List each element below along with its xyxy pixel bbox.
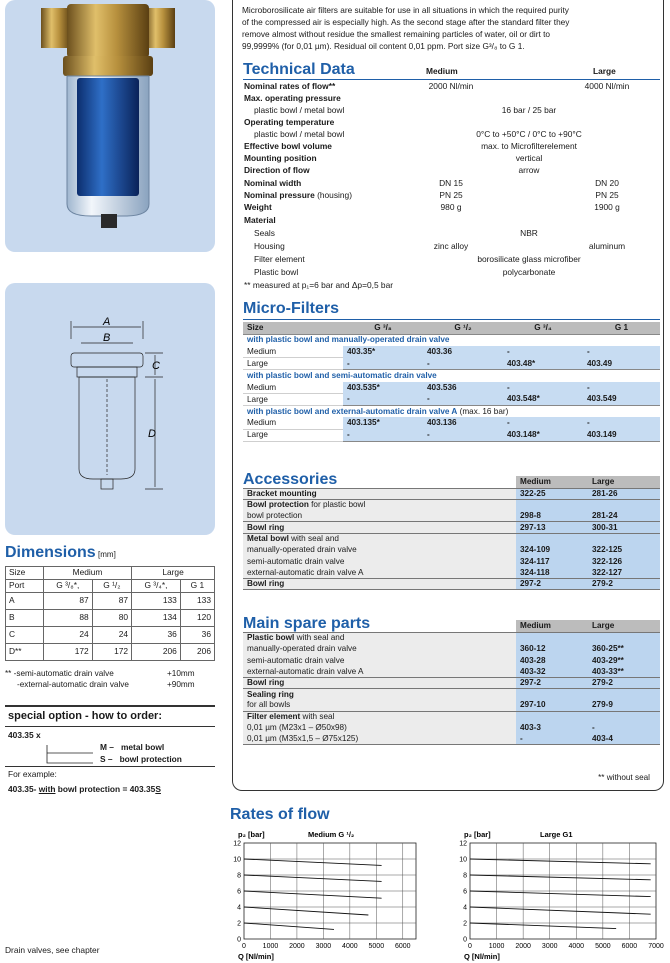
dims-port: G ³/₄*,	[132, 580, 181, 593]
spare-parts-table: Medium Large Plastic bowl with seal and manually-operated drain valve 360-12 360-25** semi-automatic drain valve 403-28 403-29** external-automatic drain valve A 403-32 403-33** Bowl ring 297-2 279-2 Sealing ring for all bowls 297-10 279-9 Filter element with seal 0,01 µm (M23x1 – Ø50x98) 403-3 - 0,01 µm (M35x1,5 – Ø75x125) - 403-4	[243, 620, 660, 745]
spare-row: Sealing ring	[243, 688, 660, 699]
series-line	[244, 923, 334, 929]
x-tick-label: 6000	[394, 943, 411, 950]
mf-header-row: Size G ³/₈ G ¹/₂ G ³/₄ G 1	[243, 322, 660, 334]
tech-footnote: ** measured at p₁=6 bar and Δp=0,5 bar	[244, 280, 394, 290]
dim-label-c: C	[152, 360, 160, 372]
chart-medium-title: Medium G ¹/₂	[308, 830, 355, 839]
y-tick-label: 8	[463, 872, 467, 880]
tech-row-material: Material	[244, 215, 276, 225]
acc-row: Bowl protection for plastic bowl	[243, 499, 660, 510]
tech-row-weight: Weight 980 g 1900 g	[244, 202, 620, 212]
chart-large-plot	[459, 841, 664, 951]
dims-row: D** 172 172 206 206	[6, 644, 215, 661]
dims-head-medium: Medium	[43, 567, 131, 580]
spare-footnote: ** without seal	[598, 773, 650, 782]
chart-medium-ylabel: p₂ [bar]	[238, 830, 265, 839]
mf-row: Medium 403.35* 403.36 - -	[243, 346, 660, 358]
dimensions-heading	[5, 544, 116, 562]
y-tick-label: 10	[233, 856, 241, 864]
chart-medium-plot	[233, 841, 416, 951]
tech-row-element: Filter element borosilicate glass microfiber	[254, 254, 581, 264]
special-bracket	[45, 745, 95, 767]
y-tick-label: 4	[237, 904, 241, 912]
chart-medium	[226, 828, 426, 963]
y-tick-label: 2	[237, 920, 241, 928]
y-tick-label: 12	[233, 840, 241, 848]
example-text: 403.35- with bowl protection = 403.35S	[8, 784, 161, 794]
dimensions-title: Dimensions	[5, 544, 96, 561]
y-tick-label: 8	[237, 872, 241, 880]
chart-large-xlabel: Q [Nl/min]	[464, 952, 500, 961]
dimension-diagram	[5, 283, 215, 535]
tech-row-pressure-value: plastic bowl / metal bowl 16 bar / 25 bar	[254, 105, 557, 115]
acc-row: semi-automatic drain valve 324-117 322-126	[243, 556, 660, 567]
mf-row: Large - - 403.48* 403.49	[243, 358, 660, 370]
spare-row: Bowl ring 297-2 279-2	[243, 677, 660, 688]
dims-port: G 1	[180, 580, 214, 593]
tech-row-direction: Direction of flow arrow	[244, 165, 540, 175]
tech-row-npressure: Nominal pressure (housing) PN 25 PN 25	[244, 190, 619, 200]
acc-row: Bowl ring 297-13 300-31	[243, 522, 660, 533]
tech-row-width: Nominal width DN 15 DN 20	[244, 178, 619, 188]
chart-large	[452, 828, 667, 963]
special-m-row: M – metal bowl	[100, 742, 165, 752]
series-line	[470, 875, 651, 880]
tech-row-flow: Nominal rates of flow** 2000 Nl/min 4000 Nl/min	[244, 81, 630, 91]
tech-row-housing: Housing zinc alloy aluminum	[254, 241, 626, 251]
x-tick-label: 0	[242, 943, 246, 950]
y-tick-label: 6	[237, 888, 241, 896]
spare-row: 0,01 µm (M35x1,5 – Ø75x125) - 403-4	[243, 734, 660, 745]
chart-large-ylabel: p₂ [bar]	[464, 830, 491, 839]
spare-row: for all bowls 297-10 279-9	[243, 700, 660, 711]
filter-photo-illustration	[5, 0, 215, 252]
x-tick-label: 0	[468, 943, 472, 950]
tech-row-seals: Seals NBR	[254, 228, 538, 238]
special-title: special option - how to order:	[5, 707, 215, 727]
y-tick-label: 0	[463, 936, 467, 944]
tech-row-mounting: Mounting position vertical	[244, 153, 543, 163]
x-tick-label: 5000	[368, 943, 385, 950]
micro-filters-header	[243, 300, 660, 320]
x-tick-label: 2000	[515, 943, 531, 950]
mf-row: Medium 403.135* 403.136 - -	[243, 417, 660, 429]
technical-title: Technical Data	[243, 61, 355, 78]
spare-row: semi-automatic drain valve 403-28 403-29**	[243, 655, 660, 666]
chart-large-title: Large G1	[540, 830, 573, 839]
micro-filters-table	[243, 322, 660, 442]
series-line	[244, 859, 382, 865]
tech-row-pressure: Max. operating pressure	[244, 93, 341, 103]
dimensions-table	[5, 566, 215, 661]
series-line	[470, 923, 616, 929]
tech-row-volume: Effective bowl volume max. to Microfilterelement	[244, 141, 577, 151]
drain-valves-note: Drain valves, see chapter	[5, 945, 100, 955]
technical-col-medium: Medium	[426, 66, 458, 76]
dimensions-notes: ** -semi-automatic drain valve +10mm -external-automatic drain valve +90mm	[5, 669, 195, 689]
special-code: 403.35 x	[8, 729, 41, 740]
x-tick-label: 4000	[342, 943, 358, 950]
series-line	[244, 891, 382, 898]
acc-row: Metal bowl with seal and	[243, 533, 660, 544]
mf-group-title: with plastic bowl and manually-operated drain valve	[243, 334, 660, 346]
micro-filters-title: Micro-Filters	[243, 300, 340, 317]
y-tick-label: 4	[463, 904, 467, 912]
dims-port: G ¹/₂	[92, 580, 131, 593]
y-tick-label: 2	[463, 920, 467, 928]
accessories-title: Accessories	[243, 471, 338, 488]
series-line	[470, 907, 651, 914]
series-line	[470, 859, 651, 864]
tech-row-temp: Operating temperature	[244, 117, 335, 127]
dimension-drawing	[5, 283, 215, 535]
mf-row: Medium 403.535* 403.536 - -	[243, 382, 660, 394]
x-tick-label: 1000	[488, 943, 505, 950]
dims-head-port: Port	[6, 580, 44, 593]
accessories-table: Medium Large Bracket mounting 322-25 281-26 Bowl protection for plastic bowl bowl protection 298-8 281-24 Bowl ring 297-13 300-31 Metal bowl with seal and manually-operated drain valve 324-109 322-125 semi-automatic drain valve 324-117 322-126 external-automatic drain valve A 324-118 322-127 Bowl ring 297-2 279-2	[243, 476, 660, 590]
dim-label-b: B	[103, 332, 111, 344]
acc-row: Bracket mounting 322-25 281-26	[243, 488, 660, 499]
technical-col-large: Large	[593, 66, 616, 76]
acc-row: manually-operated drain valve 324-109 322-125	[243, 544, 660, 555]
mf-group-title: with plastic bowl and semi-automatic drain valve	[243, 370, 660, 382]
dims-head-large: Large	[132, 567, 215, 580]
spare-parts-title: Main spare parts	[243, 615, 371, 632]
spare-row: external-automatic drain valve A 403-32 403-33**	[243, 666, 660, 677]
acc-row: Bowl ring 297-2 279-2	[243, 578, 660, 589]
mf-group-title: with plastic bowl and external-automatic drain valve A (max. 16 bar)	[243, 405, 660, 417]
dims-head-size: Size	[6, 567, 44, 580]
x-tick-label: 3000	[541, 943, 558, 950]
intro-text: Microborosilicate air filters are suitable for use in all situations in which the required purity of the compressed air is especially high. As the second stage after the standard filter they remove almost without residue the smallest remaining particles of water, oil or dirt to 99,9999% (for 0,01 µm). Residual oil content 0,01 ppm. Port size G³/₈ to G 1.	[242, 5, 570, 51]
x-tick-label: 4000	[568, 943, 585, 950]
special-option-box	[5, 705, 215, 767]
y-tick-label: 12	[459, 840, 467, 848]
dims-row: B 88 80 134 120	[6, 610, 215, 627]
y-tick-label: 6	[463, 888, 467, 896]
x-tick-label: 1000	[262, 943, 279, 950]
spare-row: Filter element with seal	[243, 711, 660, 722]
series-line	[470, 891, 651, 897]
acc-row: external-automatic drain valve A 324-118 322-127	[243, 567, 660, 578]
chart-medium-xlabel: Q [Nl/min]	[238, 952, 274, 961]
acc-row: bowl protection 298-8 281-24	[243, 511, 660, 522]
dimensions-unit: [mm]	[98, 550, 116, 559]
x-tick-label: 7000	[648, 943, 664, 950]
dims-row: A 87 87 133 133	[6, 593, 215, 610]
x-tick-label: 5000	[595, 943, 611, 950]
mf-row: Large - - 403.548* 403.549	[243, 393, 660, 405]
special-s-row: S – bowl protection	[100, 754, 182, 764]
y-tick-label: 0	[237, 936, 241, 944]
spare-row: 0,01 µm (M23x1 – Ø50x98) 403-3 -	[243, 722, 660, 733]
dim-label-a: A	[103, 316, 111, 328]
dim-label-d: D	[148, 428, 156, 440]
spare-row: manually-operated drain valve 360-12 360-25**	[243, 643, 660, 654]
mf-row: Large - - 403.148* 403.149	[243, 429, 660, 441]
technical-header	[243, 60, 660, 80]
y-tick-label: 10	[459, 856, 467, 864]
x-tick-label: 2000	[289, 943, 305, 950]
example-label: For example:	[8, 769, 57, 779]
tech-row-bowl: Plastic bowl polycarbonate	[254, 267, 556, 277]
x-tick-label: 6000	[621, 943, 638, 950]
dims-port: G ³/₈*,	[43, 580, 92, 593]
rates-title: Rates of flow	[230, 806, 330, 823]
spare-row: Plastic bowl with seal and	[243, 632, 660, 643]
tech-row-temp-value: plastic bowl / metal bowl 0°C to +50°C / 0°C to +90°C	[254, 129, 582, 139]
series-line	[244, 875, 382, 881]
x-tick-label: 3000	[315, 943, 332, 950]
dims-row: C 24 24 36 36	[6, 627, 215, 644]
product-photo	[5, 0, 215, 252]
